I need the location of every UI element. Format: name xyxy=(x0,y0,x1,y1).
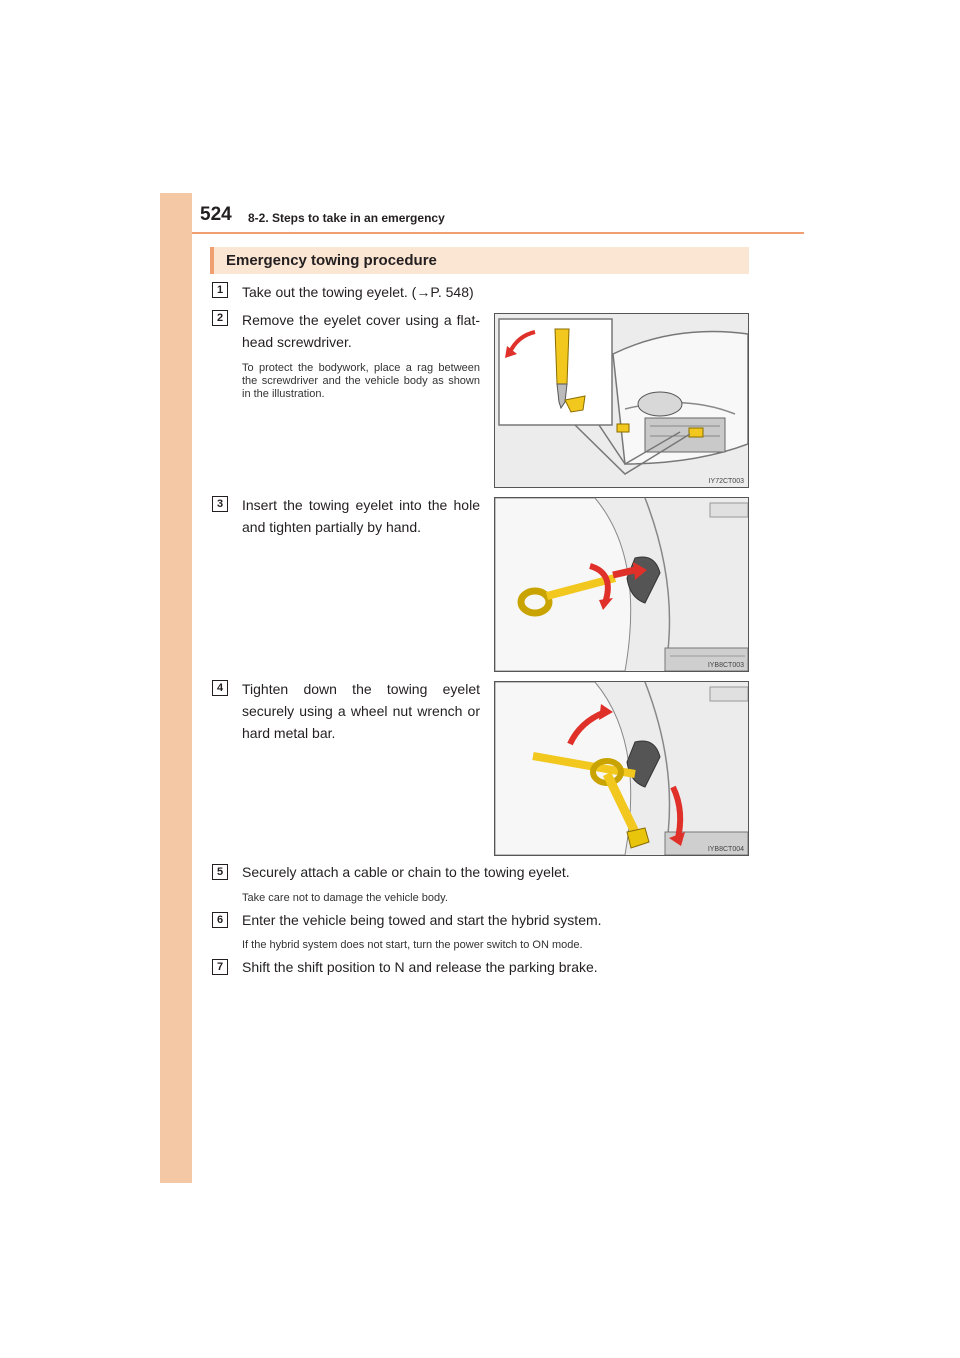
step-number-1: 1 xyxy=(212,282,228,298)
step-number-2: 2 xyxy=(212,310,228,326)
step-3-text: Insert the towing eyelet into the hole and tighten partially by hand. xyxy=(242,497,480,535)
step-6-text: Enter the vehicle being towed and start the hybrid system. xyxy=(242,912,602,928)
step-4-text: Tighten down the towing eyelet securely using a wheel nut wrench or hard metal bar. xyxy=(242,681,480,741)
step-2-note: To protect the bodywork, place a rag between the screwdriver and the vehicle body as shown in the illustration. xyxy=(242,362,480,400)
illustration-code-3: IYB8CT004 xyxy=(707,846,744,853)
step-number-4: 4 xyxy=(212,680,228,696)
step-number-5: 5 xyxy=(212,864,228,880)
illustration-tighten-eyelet xyxy=(494,681,749,856)
chapter-title: 8-2. Steps to take in an emergency xyxy=(248,211,445,225)
step-number-3: 3 xyxy=(212,496,228,512)
step-2-text: Remove the eyelet cover using a flat-head screwdriver. xyxy=(242,312,480,350)
step-6-note: If the hybrid system does not start, turn the power switch to ON mode. xyxy=(242,939,583,951)
header-divider xyxy=(192,232,804,234)
step-5-text: Securely attach a cable or chain to the towing eyelet. xyxy=(242,864,570,880)
page-number: 524 xyxy=(200,204,232,225)
side-tab-bar xyxy=(160,193,192,1183)
step-number-6: 6 xyxy=(212,912,228,928)
illustration-insert-eyelet xyxy=(494,497,749,672)
section-title: Emergency towing procedure xyxy=(226,252,437,269)
step-1-text: Take out the towing eyelet. (→P. 548) xyxy=(242,284,474,300)
illustration-code-1: IY72CT003 xyxy=(708,478,744,485)
section-header xyxy=(210,247,749,274)
illustration-code-2: IYB8CT003 xyxy=(707,662,744,669)
step-number-7: 7 xyxy=(212,959,228,975)
step-5-note: Take care not to damage the vehicle body. xyxy=(242,892,448,904)
illustration-eyelet-cover xyxy=(494,313,749,488)
step-7-text: Shift the shift position to N and release the parking brake. xyxy=(242,959,598,975)
